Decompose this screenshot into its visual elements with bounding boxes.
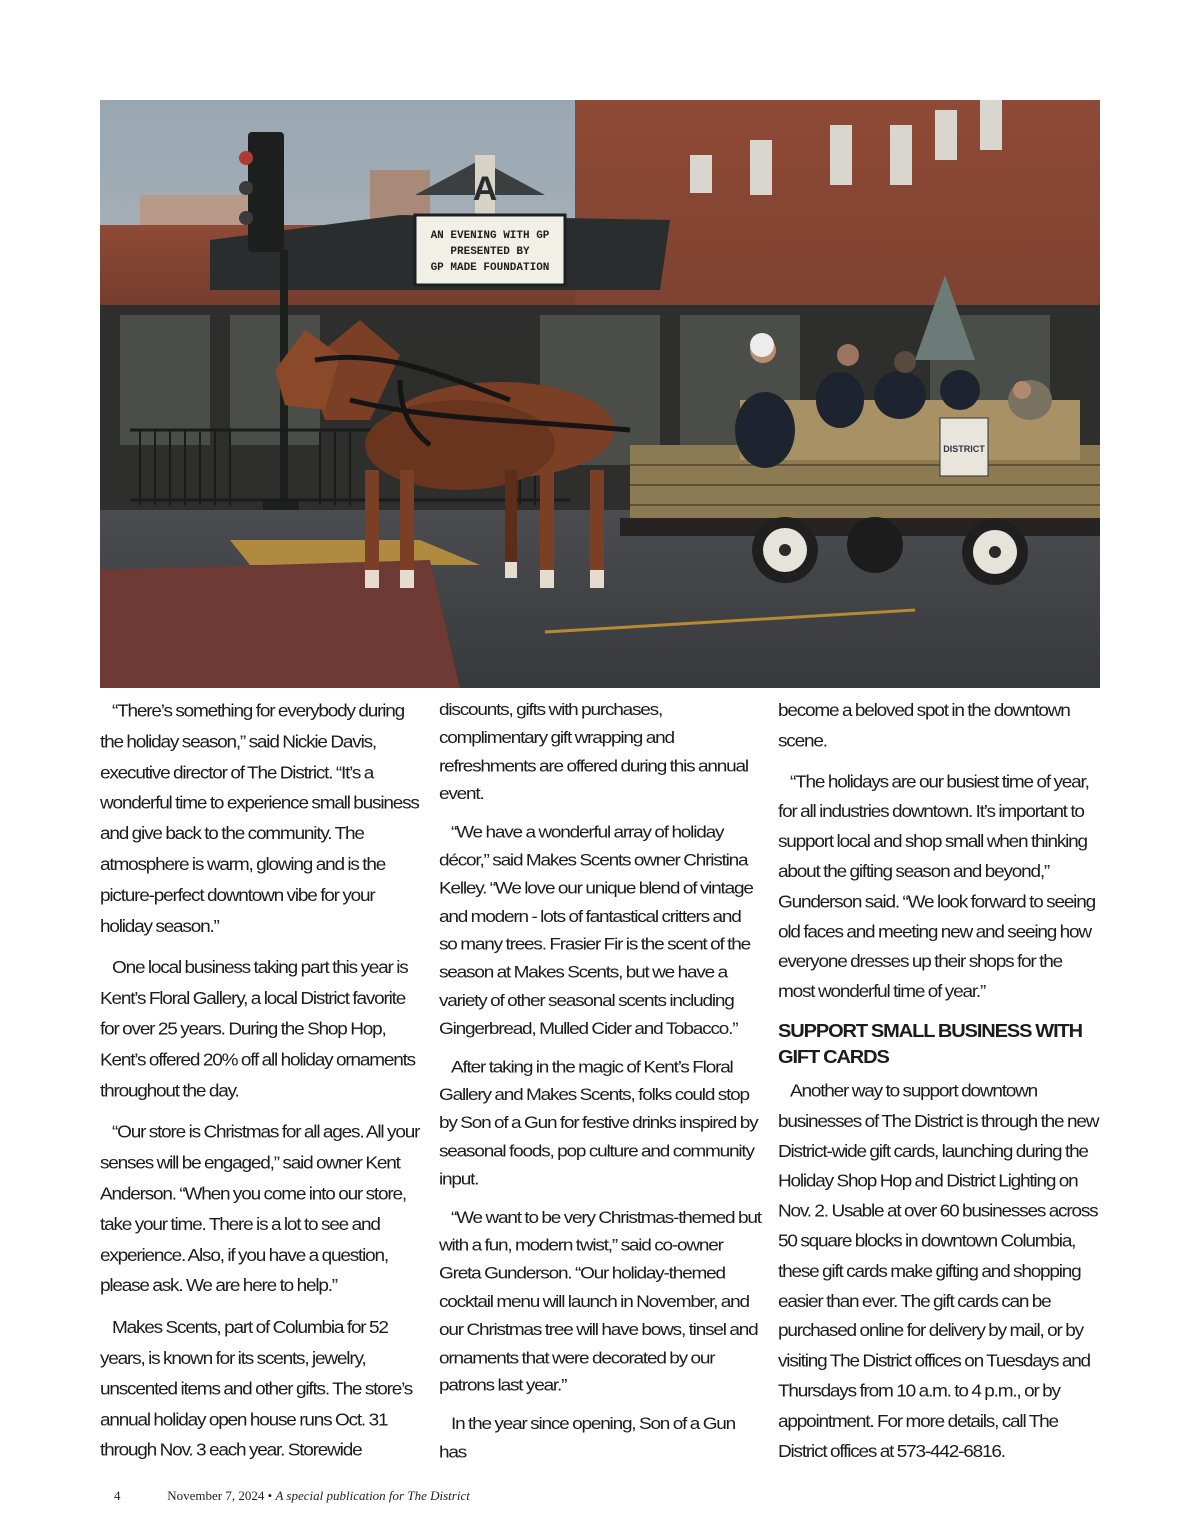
article-column-1: [100, 697, 422, 1478]
issue-date: November 7, 2024: [167, 1488, 265, 1503]
paragraph: Makes Scents, part of Columbia for 52 years, is known for its scents, jewelry, unscented items and other gifts. The store’s annual holiday open house runs Oct. 31 through Nov. 3 each year. Storewide: [100, 1318, 413, 1461]
paragraph: “Our store is Christmas for all ages. All your senses will be engaged,” said owner Kent Anderson. “When you come into our store, take your time. There is a lot to see and experience. Also, if you have a question, please ask. We are here to help.”: [100, 1122, 420, 1296]
marquee-letter: A: [472, 170, 498, 208]
wagon-sign: DISTRICT: [943, 444, 985, 454]
paragraph: After taking in the magic of Kent’s Floral Gallery and Makes Scents, folks could stop by Son of a Gun for festive drinks inspired by seasonal foods, pop culture and community input.: [439, 1058, 758, 1189]
publication-name: A special publication for The District: [275, 1488, 470, 1503]
page-footer: [114, 1488, 470, 1504]
paragraph: In the year since opening, Son of a Gun has: [439, 1415, 736, 1462]
carriage-photo-illustration: [100, 100, 1100, 688]
article-column-2: [439, 697, 761, 1478]
marquee-line-3: GP MADE FOUNDATION: [430, 262, 550, 274]
paragraph: become a beloved spot in the downtown scene.: [778, 701, 1070, 751]
paragraph: “We want to be very Christmas-themed but with a fun, modern twist,” said co-owner Greta Gunderson. “Our holiday-themed cocktail menu will launch in November, and our Christmas tree will have bows, tinsel and ornaments that were decorated by our patrons last year.”: [439, 1208, 761, 1396]
paragraph: One local business taking part this year is Kent’s Floral Gallery, a local District favorite for over 25 years. During the Shop Hop, Kent’s offered 20% off all holiday ornaments throughout the day.: [100, 958, 415, 1101]
section-subhead: SUPPORT SMALL BUSINESS WITH GIFT CARDS: [778, 1021, 1083, 1068]
paragraph: Another way to support downtown businesses of The District is through the new District-wide gift cards, launching during the Holiday Shop Hop and District Lighting on Nov. 2. Usable at over 60 businesses across 50 square blocks in downtown Columbia, these gift cards make gifting and shopping easier than ever. The gift cards can be purchased online for delivery by mail, or by visiting The District offices on Tuesdays and Thursdays from 10 a.m. to 4 p.m., or by appointment. For more details, call The District offices at 573-442-6816.: [778, 1081, 1099, 1462]
article-photo: [100, 100, 1100, 688]
paragraph: “There’s something for everybody during the holiday season,” said Nickie Davis, executive director of The District. “It’s a wonderful time to experience small business and give back to the community. The atmosphere is warm, glowing and is the picture-perfect downtown vibe for your holiday season.”: [100, 701, 419, 937]
paragraph: “The holidays are our busiest time of year, for all industries downtown. It’s important to support local and shop small when thinking about the gifting season and beyond,” Gunderson said. “We look forward to seeing old faces and meeting new and seeing how everyone dresses up their shops for the most wonderful time of year.”: [778, 772, 1095, 1002]
article-column-3: [778, 697, 1100, 1478]
footer-separator: •: [267, 1488, 273, 1503]
paragraph: “We have a wonderful array of holiday décor,” said Makes Scents owner Christina Kelley. “We love our unique blend of vintage and modern - lots of fantastical critters and so many trees. Frasier Fir is the scent of the season at Makes Scents, but we have a variety of other seasonal scents including Gingerbread, Mulled Cider and Tobacco.”: [439, 823, 753, 1039]
marquee-line-1: AN EVENING WITH GP: [430, 230, 550, 242]
page-number: 4: [114, 1488, 121, 1503]
paragraph: discounts, gifts with purchases, complimentary gift wrapping and refreshments are offered during this annual event.: [439, 701, 748, 804]
marquee-line-2: PRESENTED BY: [450, 246, 530, 258]
